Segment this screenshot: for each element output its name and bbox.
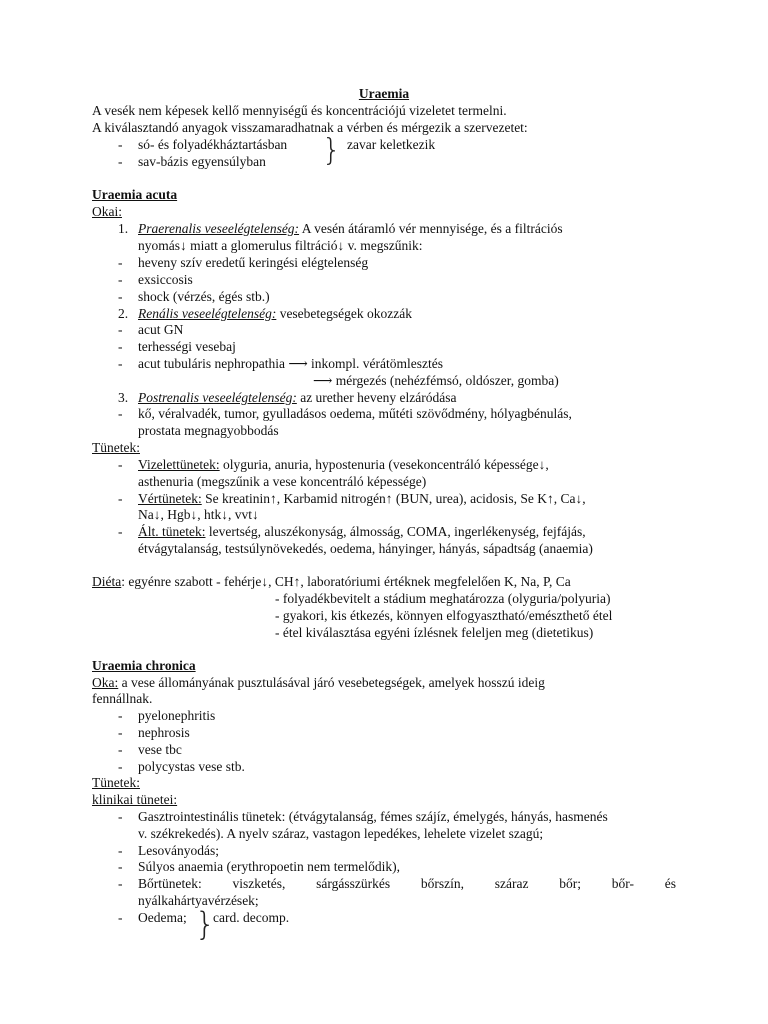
list-item-continuation: Na↓, Hgb↓, htk↓, vvt↓	[138, 507, 259, 522]
list-item: - acut GN	[118, 322, 184, 337]
list-item: - Vizelettünetek: olyguria, anuria, hypostenuria (vesekoncentráló képessége↓,	[118, 457, 549, 472]
section-heading-acuta: Uraemia acuta	[92, 187, 178, 202]
list-item: - sav-bázis egyensúlyban	[118, 154, 266, 169]
list-item: - terhességi vesebaj	[118, 339, 236, 354]
curly-brace-icon: }	[322, 133, 342, 168]
list-item: - Vértünetek: Se kreatinin↑, Karbamid nitrogén↑ (BUN, urea), acidosis, Se K↑, Ca↓,	[118, 491, 586, 506]
list-item-continuation: nyálkahártyavérzések;	[138, 893, 259, 908]
list-item: - heveny szív eredetű keringési elégtelenség	[118, 255, 369, 270]
dieta-item: - folyadékbevitelt a stádium meghatározza (olyguria/polyuria)	[275, 591, 611, 606]
list-item: - Oedema;	[118, 910, 187, 925]
page-title: Uraemia	[358, 86, 410, 101]
list-item: - polycystas vese stb.	[118, 759, 245, 774]
list-item: - shock (vérzés, égés stb.)	[118, 289, 270, 304]
list-item: - Gasztrointestinális tünetek: (étvágytalanság, fémes szájíz, émelygés, hányás, hasmenés	[118, 809, 608, 824]
list-item-continuation: v. székrekedés). A nyelv száraz, vastagon lepedékes, lehelete vizelet szagú;	[138, 826, 544, 841]
klinikai-label: klinikai tünetei:	[92, 792, 178, 807]
list-item: - exsiccosis	[118, 272, 193, 287]
intro-line-2: A kiválasztandó anyagok visszamaradhatnak a vérben és mérgezik a szervezetet:	[92, 120, 528, 135]
intro-result: zavar keletkezik	[347, 137, 436, 152]
list-item-continuation: prostata megnagyobbodás	[138, 423, 279, 438]
list-item: - kő, véralvadék, tumor, gyulladásos oedema, műtéti szövődmény, hólyagbénulás,	[118, 406, 572, 421]
dieta-item: - gyakori, kis étkezés, könnyen elfogyasztható/emészthető étel	[275, 608, 613, 623]
list-item: - só- és folyadékháztartásban	[118, 137, 288, 152]
list-item-numbered: 1. Praerenalis veseelégtelenség: A vesén átáramló vér mennyisége, és a filtrációs	[118, 221, 563, 236]
section-heading-chronica: Uraemia chronica	[92, 658, 196, 673]
list-item: - nephrosis	[118, 725, 190, 740]
oka-line: Oka: a vese állományának pusztulásával járó vesebetegségek, amelyek hosszú ideig	[92, 675, 545, 690]
tunetek-label: Tünetek:	[92, 775, 140, 790]
list-item: - Bőrtünetek: viszketés, sárgásszürkés bőrszín, száraz bőr; bőr- és	[118, 876, 676, 891]
list-item: - acut tubuláris nephropathia ⟶ inkompl. vérátömlesztés	[118, 356, 444, 371]
curly-brace-icon: }	[195, 905, 216, 943]
dieta-item: - étel kiválasztása egyéni ízlésnek feleljen meg (dietetikus)	[275, 625, 594, 640]
okai-label: Okai:	[92, 204, 122, 219]
intro-line-1: A vesék nem képesek kellő mennyiségű és koncentrációjú vizeletet termelni.	[92, 103, 507, 118]
list-item-continuation: asthenuria (megszűnik a vese koncentráló képessége)	[138, 474, 427, 489]
oka-continuation: fennállnak.	[92, 691, 153, 706]
list-item-continuation: nyomás↓ miatt a glomerulus filtráció↓ v. megszűnik:	[138, 238, 423, 253]
list-item-numbered: 3. Postrenalis veseelégtelenség: az urether heveny elzáródása	[118, 390, 457, 405]
list-item: - Súlyos anaemia (erythropoetin nem termelődik),	[118, 859, 401, 874]
list-item-continuation: étvágytalanság, testsúlynövekedés, oedema, hányinger, hányás, sápadtság (anaemia)	[138, 541, 593, 556]
list-item-continuation: ⟶ mérgezés (nehézfémsó, oldószer, gomba)	[313, 373, 559, 388]
list-item-note: card. decomp.	[213, 910, 290, 925]
list-item: - pyelonephritis	[118, 708, 216, 723]
dieta-line: Diéta: egyénre szabott - fehérje↓, CH↑, laboratóriumi értéknek megfelelően K, Na, P, Ca	[92, 574, 571, 589]
tunetek-label: Tünetek:	[92, 440, 140, 455]
list-item: - Ált. tünetek: levertség, aluszékonyság, álmosság, COMA, ingerlékenység, fejfájás,	[118, 524, 586, 539]
list-item: - Lesoványodás;	[118, 843, 219, 858]
list-item: - vese tbc	[118, 742, 182, 757]
list-item-numbered: 2. Renális veseelégtelenség: vesebetegségek okozzák	[118, 306, 412, 321]
